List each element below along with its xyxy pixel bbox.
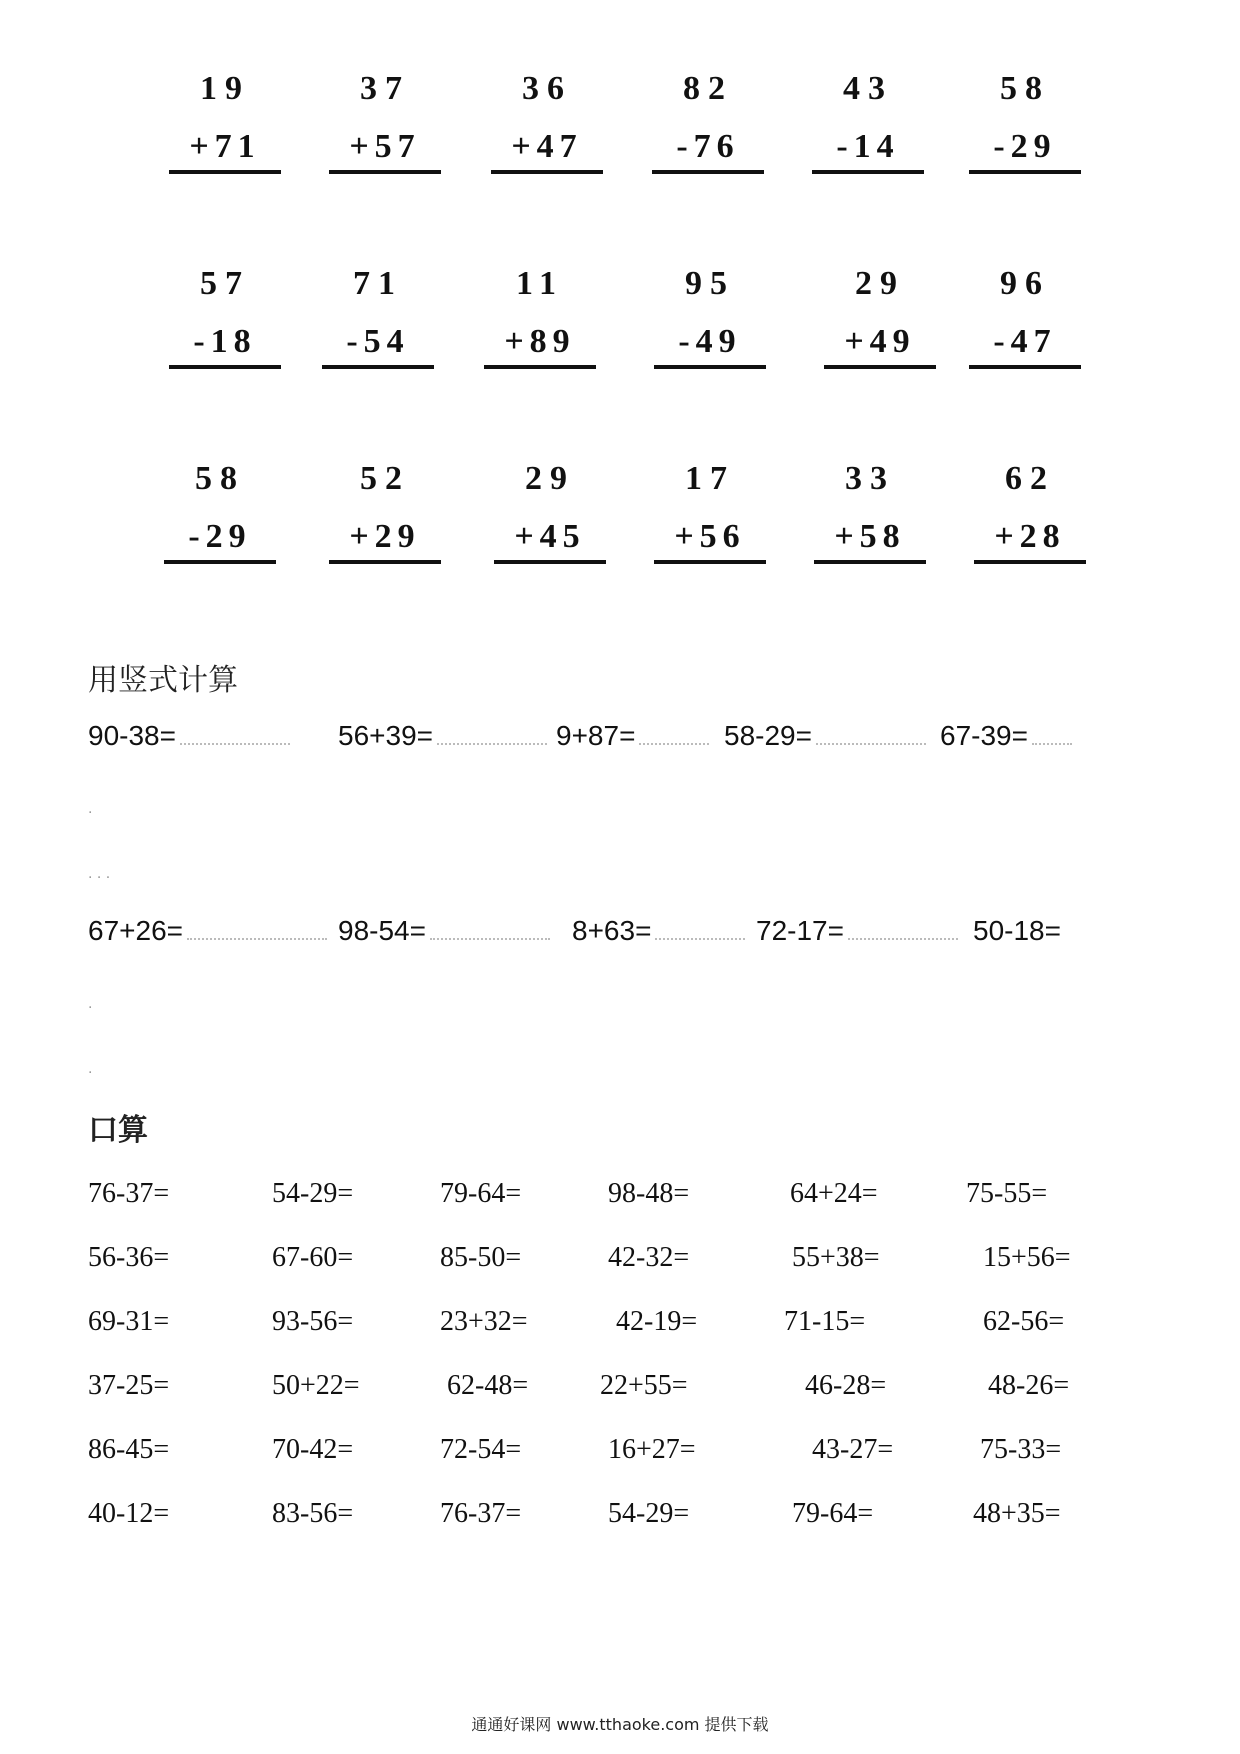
top-number: 37	[360, 70, 410, 107]
answer-line	[654, 560, 766, 564]
top-number: 52	[360, 460, 410, 497]
mental-math-item: 55+38=	[792, 1242, 880, 1273]
top-number: 29	[525, 460, 575, 497]
top-number: 17	[685, 460, 735, 497]
stray-mark: . . .	[88, 865, 111, 882]
column-calc-equation	[88, 915, 327, 947]
answer-line	[969, 365, 1081, 369]
mental-math-title: 口算	[88, 1113, 148, 1148]
top-number: 71	[353, 265, 403, 302]
vertical-problem	[965, 70, 1085, 190]
answer-line	[824, 365, 936, 369]
column-calc-equation	[724, 720, 926, 752]
mental-math-item: 75-33=	[980, 1434, 1062, 1465]
bottom-operand: +29	[349, 518, 421, 555]
mental-math-item: 69-31=	[88, 1306, 170, 1337]
mental-math-item: 86-45=	[88, 1434, 170, 1465]
bottom-operand: +89	[504, 323, 576, 360]
top-number: 11	[515, 265, 565, 302]
equation-text: 56+39=	[338, 720, 433, 751]
bottom-operand: +56	[674, 518, 746, 555]
bottom-operand: -14	[836, 128, 900, 165]
top-number: 58	[1000, 70, 1050, 107]
column-calc-equation	[973, 915, 1061, 947]
vertical-problem	[648, 70, 768, 190]
column-calc-title: 用竖式计算	[88, 663, 238, 698]
answer-dots	[180, 742, 290, 745]
bottom-operand: -29	[993, 128, 1057, 165]
bottom-operand: +47	[511, 128, 583, 165]
bottom-operand: +57	[349, 128, 421, 165]
mental-math-item: 48-26=	[988, 1370, 1070, 1401]
column-calc-equation	[940, 720, 1072, 752]
vertical-problem	[165, 70, 285, 190]
mental-math-item: 75-55=	[966, 1178, 1048, 1209]
mental-math-item: 48+35=	[973, 1498, 1061, 1529]
top-number: 36	[522, 70, 572, 107]
answer-dots	[655, 937, 745, 940]
equation-text: 9+87=	[556, 720, 636, 751]
mental-math-item: 83-56=	[272, 1498, 354, 1529]
mental-math-item: 79-64=	[440, 1178, 522, 1209]
stray-mark: .	[88, 1060, 93, 1077]
vertical-problem	[965, 265, 1085, 385]
bottom-operand: -18	[193, 323, 257, 360]
vertical-problem	[165, 265, 285, 385]
answer-dots	[430, 937, 550, 940]
answer-dots	[1032, 742, 1072, 745]
mental-math-item: 85-50=	[440, 1242, 522, 1273]
mental-math-item: 62-56=	[983, 1306, 1065, 1337]
mental-math-item: 22+55=	[600, 1370, 688, 1401]
mental-math-item: 76-37=	[440, 1498, 522, 1529]
top-number: 43	[843, 70, 893, 107]
top-number: 95	[685, 265, 735, 302]
top-number: 62	[1005, 460, 1055, 497]
bottom-operand: -29	[188, 518, 252, 555]
vertical-problem	[970, 460, 1090, 580]
column-calc-equation	[756, 915, 958, 947]
answer-line	[484, 365, 596, 369]
vertical-problem	[808, 70, 928, 190]
answer-line	[169, 365, 281, 369]
top-number: 57	[200, 265, 250, 302]
answer-dots	[187, 937, 327, 940]
vertical-problem	[160, 460, 280, 580]
mental-math-item: 72-54=	[440, 1434, 522, 1465]
answer-line	[969, 170, 1081, 174]
mental-math-item: 71-15=	[784, 1306, 866, 1337]
equation-text: 58-29=	[724, 720, 812, 751]
mental-math-item: 42-32=	[608, 1242, 690, 1273]
stray-mark: .	[88, 995, 93, 1012]
mental-math-item: 54-29=	[272, 1178, 354, 1209]
answer-line	[329, 170, 441, 174]
top-number: 29	[855, 265, 905, 302]
bottom-operand: +71	[189, 128, 261, 165]
vertical-problem	[487, 70, 607, 190]
answer-line	[654, 365, 766, 369]
column-calc-equation	[338, 915, 550, 947]
mental-math-item: 50+22=	[272, 1370, 360, 1401]
mental-math-item: 67-60=	[272, 1242, 354, 1273]
vertical-problem	[325, 460, 445, 580]
vertical-problem	[650, 460, 770, 580]
answer-dots	[816, 742, 926, 745]
answer-dots	[639, 742, 709, 745]
answer-line	[491, 170, 603, 174]
top-number: 33	[845, 460, 895, 497]
vertical-problem	[318, 265, 438, 385]
mental-math-item: 93-56=	[272, 1306, 354, 1337]
answer-line	[322, 365, 434, 369]
answer-line	[164, 560, 276, 564]
column-calc-equation	[88, 720, 290, 752]
mental-math-item: 64+24=	[790, 1178, 878, 1209]
footer-source: 通通好课网 www.tthaoke.com 提供下载	[471, 1715, 769, 1734]
vertical-problem	[325, 70, 445, 190]
equation-text: 50-18=	[973, 915, 1061, 946]
answer-dots	[848, 937, 958, 940]
equation-text: 8+63=	[572, 915, 652, 946]
bottom-operand: +28	[994, 518, 1066, 555]
top-number: 82	[683, 70, 733, 107]
mental-math-item: 15+56=	[983, 1242, 1071, 1273]
answer-line	[329, 560, 441, 564]
vertical-problem	[480, 265, 600, 385]
answer-line	[494, 560, 606, 564]
vertical-problem	[650, 265, 770, 385]
answer-line	[169, 170, 281, 174]
vertical-problem	[820, 265, 940, 385]
top-number: 19	[200, 70, 250, 107]
vertical-problem	[810, 460, 930, 580]
bottom-operand: -49	[678, 323, 742, 360]
mental-math-item: 79-64=	[792, 1498, 874, 1529]
bottom-operand: -54	[346, 323, 410, 360]
bottom-operand: +49	[844, 323, 916, 360]
mental-math-item: 43-27=	[812, 1434, 894, 1465]
answer-line	[974, 560, 1086, 564]
answer-line	[652, 170, 764, 174]
column-calc-equation	[572, 915, 745, 947]
bottom-operand: +58	[834, 518, 906, 555]
vertical-problem	[490, 460, 610, 580]
equation-text: 72-17=	[756, 915, 844, 946]
stray-mark: .	[88, 800, 93, 817]
column-calc-equation	[556, 720, 709, 752]
mental-math-item: 62-48=	[447, 1370, 529, 1401]
bottom-operand: +45	[514, 518, 586, 555]
mental-math-item: 37-25=	[88, 1370, 170, 1401]
bottom-operand: -47	[993, 323, 1057, 360]
answer-dots	[437, 742, 547, 745]
mental-math-item: 40-12=	[88, 1498, 170, 1529]
equation-text: 67+26=	[88, 915, 183, 946]
mental-math-item: 98-48=	[608, 1178, 690, 1209]
mental-math-item: 70-42=	[272, 1434, 354, 1465]
equation-text: 90-38=	[88, 720, 176, 751]
mental-math-item: 56-36=	[88, 1242, 170, 1273]
answer-line	[812, 170, 924, 174]
bottom-operand: -76	[676, 128, 740, 165]
equation-text: 98-54=	[338, 915, 426, 946]
top-number: 96	[1000, 265, 1050, 302]
mental-math-item: 23+32=	[440, 1306, 528, 1337]
mental-math-item: 42-19=	[616, 1306, 698, 1337]
top-number: 58	[195, 460, 245, 497]
answer-line	[814, 560, 926, 564]
mental-math-item: 16+27=	[608, 1434, 696, 1465]
mental-math-item: 46-28=	[805, 1370, 887, 1401]
mental-math-item: 54-29=	[608, 1498, 690, 1529]
mental-math-item: 76-37=	[88, 1178, 170, 1209]
equation-text: 67-39=	[940, 720, 1028, 751]
column-calc-equation	[338, 720, 547, 752]
